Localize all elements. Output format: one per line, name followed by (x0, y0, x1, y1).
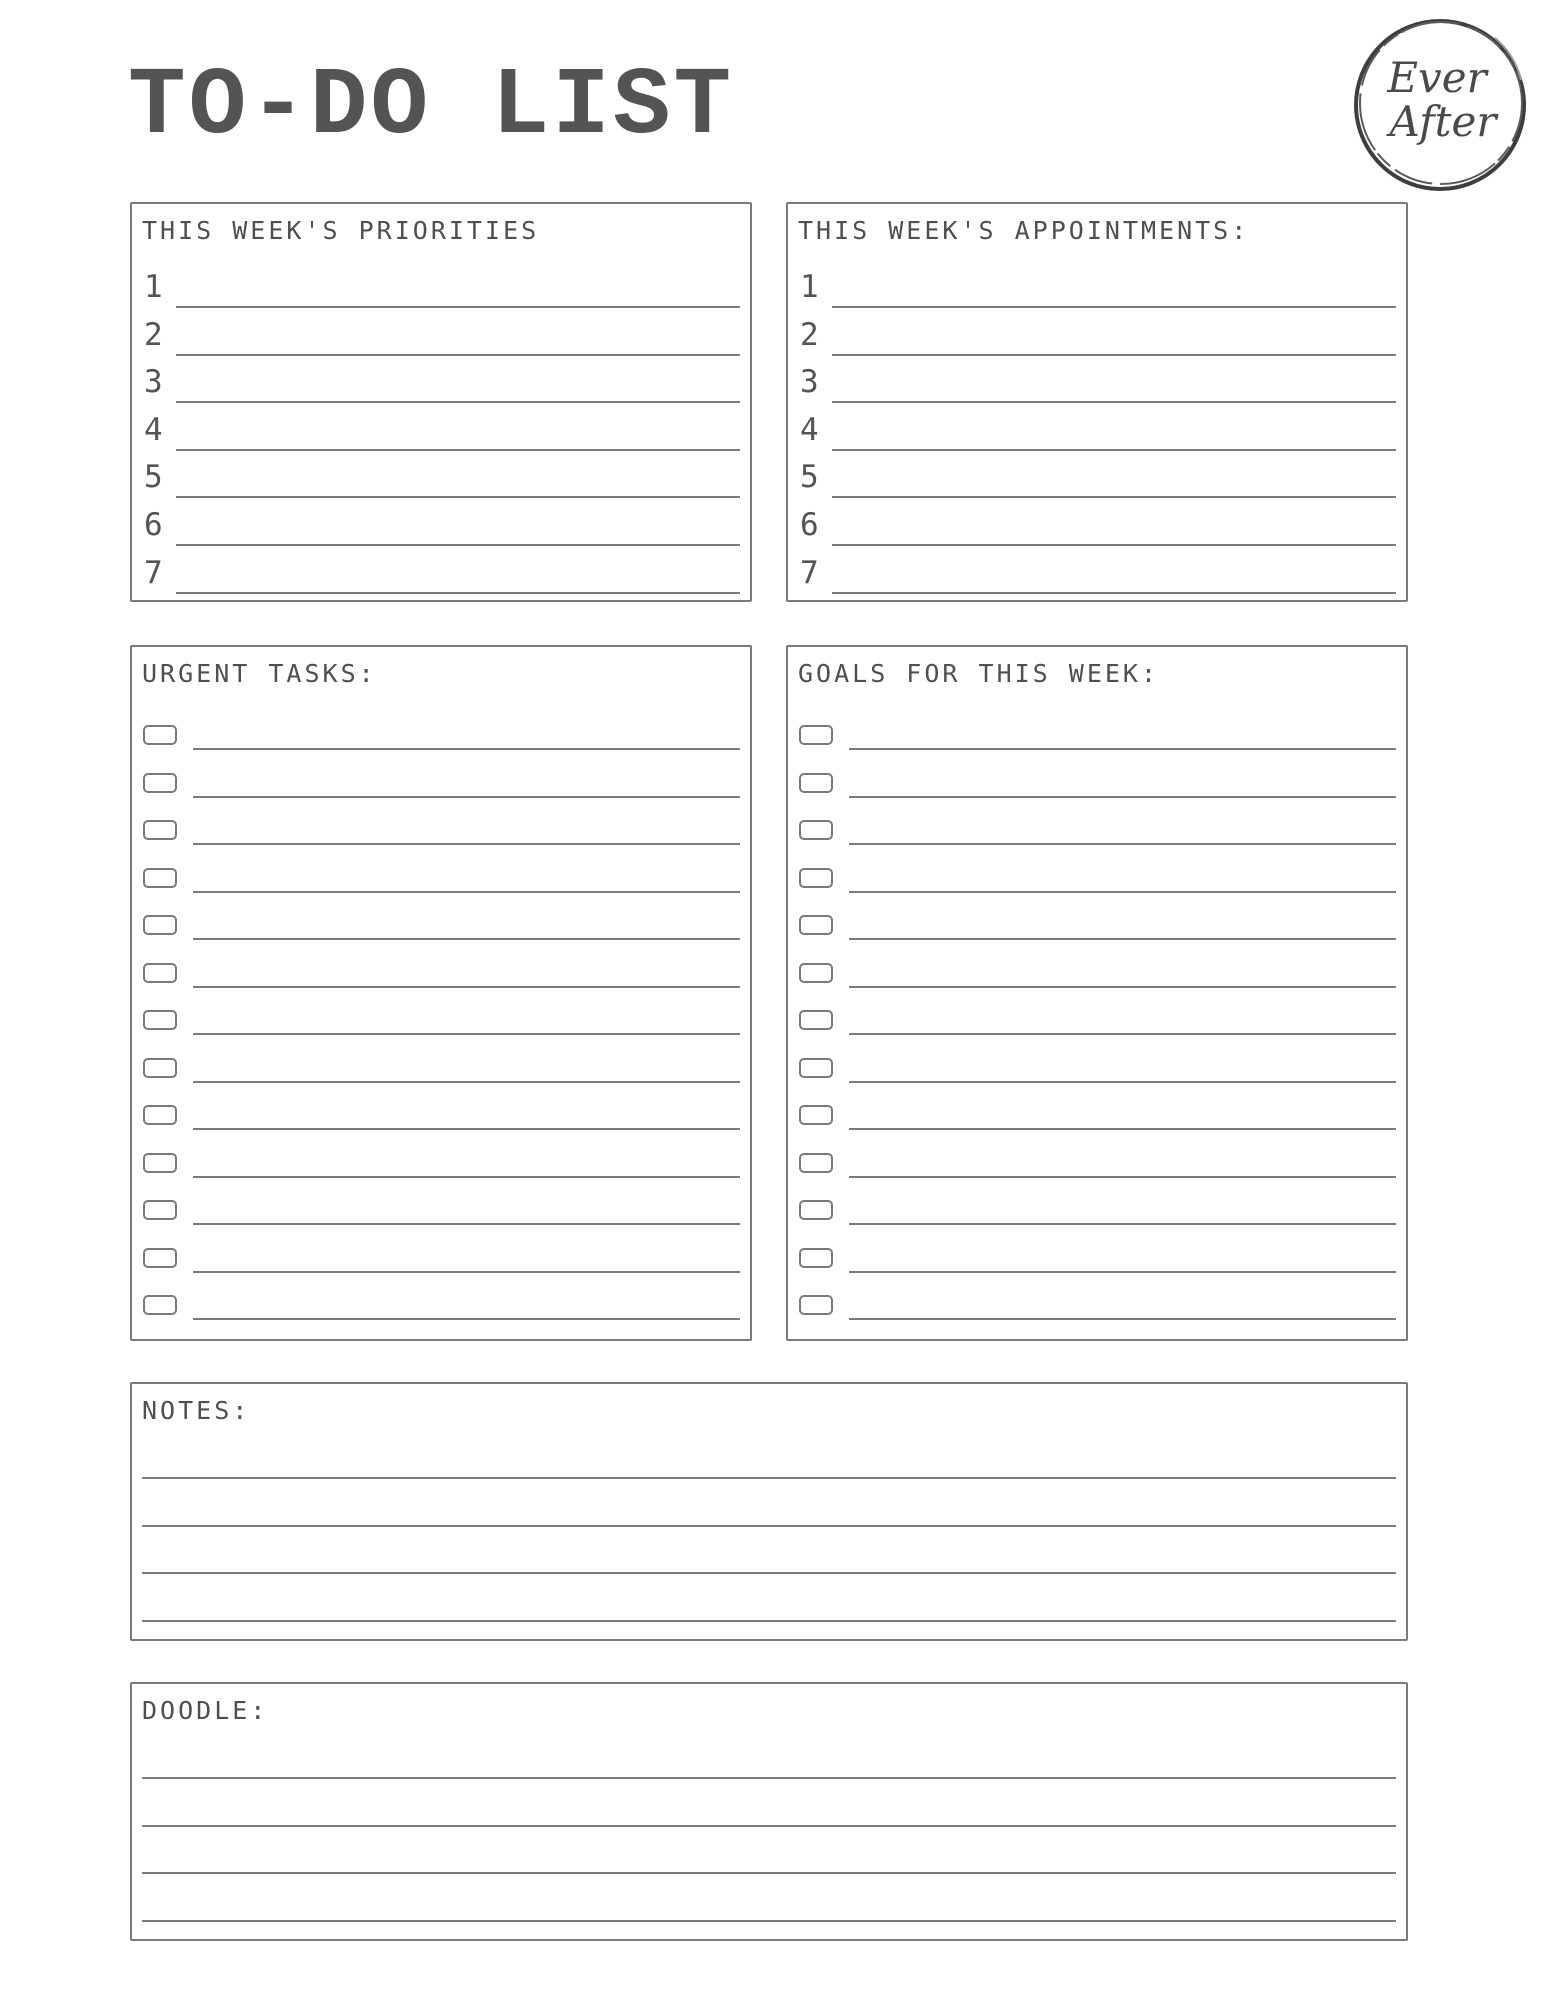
priority-row (142, 356, 740, 403)
priority-row (142, 404, 740, 451)
urgent-task-row (142, 1273, 740, 1320)
urgent-task-row (142, 751, 740, 798)
urgent-task-checkbox[interactable] (143, 915, 177, 935)
urgent-task-write-line[interactable] (193, 1318, 740, 1320)
urgent-task-row (142, 1036, 740, 1083)
priority-number: 2 (144, 316, 163, 353)
appointments-title: THIS WEEK'S APPOINTMENTS: (798, 216, 1250, 245)
goal-row (798, 1226, 1396, 1273)
goal-checkbox[interactable] (799, 1200, 833, 1220)
logo-line-1: Ever (1387, 53, 1487, 102)
urgent-tasks-title: URGENT TASKS: (142, 659, 377, 688)
urgent-task-checkbox[interactable] (143, 963, 177, 983)
priority-number: 1 (144, 269, 163, 305)
appointment-row (798, 547, 1396, 594)
appointment-row (798, 309, 1396, 356)
doodle-write-line[interactable] (142, 1920, 1396, 1922)
appointment-row (798, 356, 1396, 403)
urgent-task-row (142, 1226, 740, 1273)
priorities-panel (130, 202, 752, 602)
urgent-task-row (142, 893, 740, 940)
notes-write-line[interactable] (142, 1572, 1396, 1574)
goal-checkbox[interactable] (799, 1105, 833, 1125)
goal-checkbox[interactable] (799, 1058, 833, 1078)
priority-write-line[interactable] (176, 592, 740, 594)
goal-row (798, 893, 1396, 940)
doodle-write-line[interactable] (142, 1777, 1396, 1779)
urgent-task-checkbox[interactable] (143, 1295, 177, 1315)
urgent-task-checkbox[interactable] (143, 1105, 177, 1125)
goal-checkbox[interactable] (799, 915, 833, 935)
urgent-task-row (142, 941, 740, 988)
urgent-tasks-panel (130, 645, 752, 1341)
goal-row (798, 798, 1396, 845)
appointment-number: 6 (800, 507, 819, 543)
priorities-title: THIS WEEK'S PRIORITIES (142, 216, 540, 245)
appointment-number: 4 (800, 411, 819, 448)
goal-row (798, 1131, 1396, 1178)
goal-checkbox[interactable] (799, 1295, 833, 1315)
goal-row (798, 941, 1396, 988)
goal-checkbox[interactable] (799, 963, 833, 983)
goal-row (798, 1178, 1396, 1225)
urgent-task-checkbox[interactable] (143, 725, 177, 745)
appointment-write-line[interactable] (832, 592, 1396, 594)
goal-row (798, 1036, 1396, 1083)
urgent-task-row (142, 1083, 740, 1130)
notes-write-line[interactable] (142, 1620, 1396, 1622)
goals-title: GOALS FOR THIS WEEK: (798, 659, 1160, 688)
goal-checkbox[interactable] (799, 773, 833, 793)
notes-write-line[interactable] (142, 1477, 1396, 1479)
urgent-task-checkbox[interactable] (143, 1010, 177, 1030)
priority-number: 3 (144, 364, 163, 401)
goal-row (798, 703, 1396, 750)
goal-checkbox[interactable] (799, 1248, 833, 1268)
appointments-panel (786, 202, 1408, 602)
goal-row (798, 751, 1396, 798)
goal-row (798, 988, 1396, 1035)
appointment-number: 7 (800, 554, 819, 591)
goal-checkbox[interactable] (799, 1153, 833, 1173)
goal-write-line[interactable] (849, 1318, 1396, 1320)
goal-row (798, 1083, 1396, 1130)
urgent-task-checkbox[interactable] (143, 1200, 177, 1220)
goal-checkbox[interactable] (799, 1010, 833, 1030)
notes-panel (130, 1382, 1408, 1641)
urgent-task-checkbox[interactable] (143, 1058, 177, 1078)
notes-title: NOTES: (142, 1396, 251, 1425)
appointment-number: 1 (800, 269, 819, 305)
urgent-task-row (142, 703, 740, 750)
ever-after-logo (1345, 10, 1535, 200)
priority-number: 5 (144, 459, 163, 496)
priority-row (142, 499, 740, 546)
logo-line-2: After (1389, 97, 1497, 146)
appointment-number: 2 (800, 316, 819, 353)
goal-row (798, 1273, 1396, 1320)
doodle-title: DOODLE: (142, 1696, 269, 1725)
doodle-panel (130, 1682, 1408, 1941)
urgent-task-row (142, 1131, 740, 1178)
urgent-task-checkbox[interactable] (143, 1153, 177, 1173)
priority-number: 6 (144, 507, 163, 543)
appointment-row (798, 451, 1396, 498)
goal-checkbox[interactable] (799, 725, 833, 745)
urgent-task-row (142, 798, 740, 845)
goal-checkbox[interactable] (799, 868, 833, 888)
goals-panel (786, 645, 1408, 1341)
urgent-task-checkbox[interactable] (143, 868, 177, 888)
urgent-task-checkbox[interactable] (143, 820, 177, 840)
urgent-task-row (142, 1178, 740, 1225)
priority-number: 4 (144, 411, 163, 448)
urgent-task-row (142, 988, 740, 1035)
appointment-number: 5 (800, 459, 819, 496)
notes-write-line[interactable] (142, 1525, 1396, 1527)
goal-checkbox[interactable] (799, 820, 833, 840)
priority-number: 7 (144, 554, 163, 591)
urgent-task-row (142, 846, 740, 893)
urgent-task-checkbox[interactable] (143, 1248, 177, 1268)
doodle-write-line[interactable] (142, 1825, 1396, 1827)
priority-row (142, 451, 740, 498)
urgent-task-checkbox[interactable] (143, 773, 177, 793)
doodle-write-line[interactable] (142, 1872, 1396, 1874)
appointment-row (798, 499, 1396, 546)
goal-row (798, 846, 1396, 893)
priority-row (142, 547, 740, 594)
appointment-row (798, 261, 1396, 308)
appointment-row (798, 404, 1396, 451)
appointment-number: 3 (800, 364, 819, 401)
page-title: TO-DO LIST (128, 52, 735, 161)
priority-row (142, 309, 740, 356)
priority-row (142, 261, 740, 308)
